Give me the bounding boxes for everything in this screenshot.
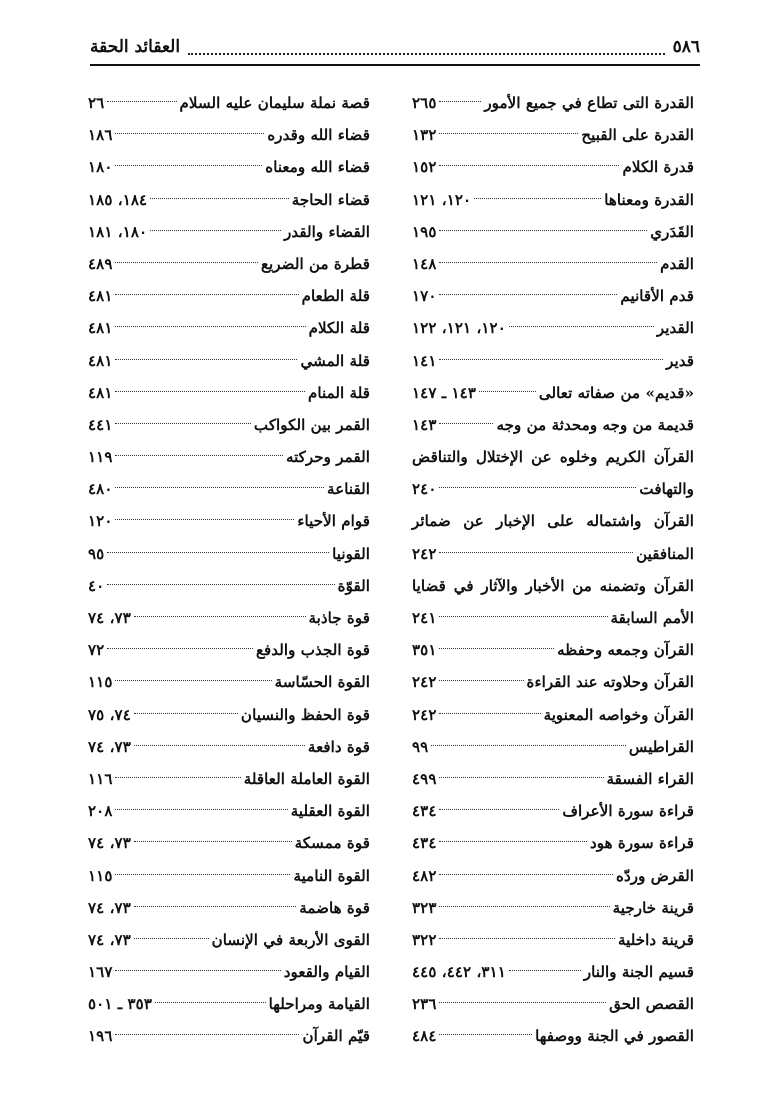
index-term: قلة المنام (308, 383, 370, 402)
index-entry (88, 216, 370, 248)
index-term: قرينة داخلية (617, 930, 694, 949)
index-entry (88, 956, 370, 988)
index-entry (412, 827, 694, 859)
leader-dots (115, 487, 324, 488)
leader-dots (107, 552, 329, 553)
index-entry (88, 988, 370, 1020)
leader-dots (439, 616, 607, 617)
leader-dots (115, 326, 305, 327)
index-entry (88, 377, 370, 409)
index-entry (88, 602, 370, 634)
index-entry (88, 184, 370, 216)
index-entry (88, 473, 370, 505)
leader-dots (439, 294, 617, 295)
index-term: قوة جاذبة (308, 609, 370, 627)
index-term: القراطيس (628, 737, 694, 756)
leader-dots (439, 487, 636, 488)
index-entry (412, 924, 694, 956)
index-term: قوة ممسكة (294, 834, 370, 853)
index-term: القدرة ومعناها (604, 190, 694, 209)
index-page-ref: ١٨٦ (88, 126, 113, 145)
index-page-ref: ١٢٠، ١٢١، ١٢٢ (412, 319, 506, 338)
index-page-ref: ٤٨١ (88, 351, 113, 370)
leader-dots (479, 391, 536, 392)
index-page-ref: ٧٣، ٧٤ (88, 834, 131, 853)
leader-dots (115, 359, 297, 360)
leader-dots (134, 841, 292, 842)
leader-dots (439, 938, 615, 939)
index-term: القرآن وخواصه المعنوية (543, 705, 694, 724)
index-term: القرآن وحلاوته عند القراءة (526, 673, 694, 692)
leader-dots (439, 1002, 606, 1003)
leader-dots (474, 198, 601, 199)
index-page-ref: ٧٣، ٧٤ (88, 930, 131, 949)
leader-dots (134, 745, 305, 746)
index-term: القصص الحق (609, 995, 694, 1014)
index-entry (412, 538, 694, 570)
page-number: ٥٨٦ (672, 37, 700, 57)
index-term: الأمم السابقة (610, 609, 694, 627)
index-entry (88, 892, 370, 924)
index-term: قدير (666, 351, 694, 370)
index-term: والتهافت (639, 480, 694, 499)
index-entry (88, 441, 370, 473)
index-term: القراء الفسقة (606, 769, 694, 788)
index-term: القونيا (332, 544, 370, 563)
leader-dots (155, 1002, 266, 1003)
index-page-ref: ٤٣٤ (412, 802, 437, 821)
index-page-ref: ١٨٤، ١٨٥ (88, 190, 148, 209)
leader-dots (115, 391, 305, 392)
index-term: القناعة (327, 480, 370, 499)
index-entry (88, 699, 370, 731)
index-page-ref: ١٤٣ ـ ١٤٧ (412, 383, 476, 402)
index-term: القوة العاملة العاقلة (243, 769, 370, 788)
index-term: قوام الأحياء (297, 512, 370, 531)
index-page-ref: ٢٤٢ (412, 673, 437, 692)
index-term: القدم (660, 254, 694, 273)
index-page-ref: ١٤١ (412, 351, 437, 370)
leader-dots (509, 970, 581, 971)
index-term: قوة دافعة (307, 737, 370, 756)
index-page-ref: ٤٨١ (88, 319, 113, 338)
index-entry (412, 666, 694, 698)
index-entry (412, 602, 694, 634)
index-entry (88, 763, 370, 795)
leader-dots (439, 809, 559, 810)
index-page-ref: ٧٣، ٧٤ (88, 609, 131, 627)
index-entry (412, 441, 694, 473)
index-term: «قديم» من صفاته تعالى (538, 383, 694, 402)
index-page-ref: ٣٥١ (412, 641, 437, 660)
index-term: قديمة من وجه ومحدثة من وجه (496, 415, 694, 434)
page-header (90, 32, 700, 62)
leader-dots (439, 874, 613, 875)
index-entry (412, 216, 694, 248)
index-entry (412, 505, 694, 537)
leader-dots (107, 101, 176, 102)
index-page-ref: ٤٤١ (88, 415, 113, 434)
leader-dots (509, 326, 654, 327)
index-term: القوى الأربعة في الإنسان (211, 930, 370, 949)
index-page-ref: ٢٤١ (412, 609, 437, 627)
index-entry (88, 731, 370, 763)
header-leader-dots (188, 39, 665, 55)
index-entry (88, 87, 370, 119)
index-entry (88, 119, 370, 151)
index-term: قضاء الله ومعناه (265, 158, 370, 177)
leader-dots (439, 906, 609, 907)
index-entry (88, 538, 370, 570)
index-entry (412, 151, 694, 183)
index-entry (412, 184, 694, 216)
index-page-ref: ٤٨٠ (88, 480, 113, 499)
index-page-ref: ٤٨٤ (412, 1027, 437, 1046)
index-page-ref: ٢٤٢ (412, 705, 437, 724)
index-entry (412, 860, 694, 892)
index-entry (412, 892, 694, 924)
index-page-ref: ٣١١، ٤٤٢، ٤٤٥ (412, 963, 506, 982)
leader-dots (115, 423, 250, 424)
index-page-ref: ١٨٠، ١٨١ (88, 222, 148, 241)
index-entry (412, 956, 694, 988)
index-term: القيامة ومراحلها (268, 995, 370, 1014)
leader-dots (107, 648, 253, 649)
index-entry (412, 473, 694, 505)
leader-dots (134, 906, 296, 907)
index-page-ref: ٤٠ (88, 576, 105, 595)
leader-dots (115, 777, 240, 778)
leader-dots (439, 680, 523, 681)
index-column-right (412, 87, 694, 1053)
index-entry (88, 151, 370, 183)
index-term: قوة الجذب والدفع (255, 641, 370, 660)
index-entry (88, 1020, 370, 1052)
index-entry (88, 860, 370, 892)
leader-dots (107, 584, 334, 585)
leader-dots (150, 230, 281, 231)
leader-dots (115, 262, 257, 263)
index-term: قراءة سورة الأعراف (562, 802, 694, 821)
leader-dots (115, 133, 264, 134)
index-term: القضاء والقدر (284, 222, 370, 241)
index-term: القرآن واشتماله على الإخبار عن ضمائر (412, 512, 694, 531)
index-entry (412, 763, 694, 795)
leader-dots (439, 359, 663, 360)
index-entry (88, 634, 370, 666)
index-entry (88, 248, 370, 280)
index-term: القصور في الجنة ووصفها (535, 1027, 694, 1046)
leader-dots (115, 1034, 299, 1035)
leader-dots (439, 133, 578, 134)
index-entry (88, 666, 370, 698)
leader-dots (439, 777, 603, 778)
index-page-ref: ٧٣، ٧٤ (88, 737, 131, 756)
leader-dots (439, 552, 633, 553)
index-page-ref: ١١٥ (88, 673, 113, 692)
index-page-ref: ٤٨١ (88, 383, 113, 402)
index-entry (88, 570, 370, 602)
leader-dots (439, 648, 554, 649)
index-term: قضاء الحاجة (291, 190, 370, 209)
leader-dots (439, 101, 481, 102)
index-column-left (88, 87, 370, 1053)
index-term: القيام والقعود (283, 963, 370, 982)
index-term: القوة النامية (293, 866, 370, 885)
leader-dots (439, 230, 647, 231)
index-entry (88, 409, 370, 441)
header-rule (90, 64, 700, 66)
index-entry (412, 87, 694, 119)
index-page-ref: ٩٥ (88, 544, 105, 563)
index-term: قيّم القرآن (302, 1027, 370, 1046)
index-entry (412, 248, 694, 280)
index-entry (412, 409, 694, 441)
index-term: القوّة (337, 576, 370, 595)
leader-dots (150, 198, 289, 199)
index-term: القرض وردّه (616, 866, 694, 885)
leader-dots (115, 874, 290, 875)
index-term: القدرة التى تطاع في جميع الأمور (484, 94, 694, 112)
index-page-ref: ٧٢ (88, 641, 105, 660)
index-page-ref: ١٧٠ (412, 287, 437, 306)
leader-dots (134, 713, 238, 714)
leader-dots (439, 262, 657, 263)
leader-dots (115, 970, 280, 971)
index-term: قلة المشي (300, 351, 370, 370)
index-term: القدرة على القبيح (581, 126, 694, 145)
leader-dots (115, 455, 282, 456)
index-term: القدير (656, 319, 694, 338)
index-page-ref: ٤٨٢ (412, 866, 437, 885)
leader-dots (115, 294, 298, 295)
index-page-ref: ٢٦ (88, 94, 105, 112)
index-term: القمر بين الكواكب (253, 415, 370, 434)
leader-dots (115, 519, 294, 520)
index-entry (412, 795, 694, 827)
index-entry (412, 570, 694, 602)
index-entry (412, 280, 694, 312)
index-term: قدم الأقانيم (620, 287, 694, 306)
index-page-ref: ١٢٠ (88, 512, 113, 531)
index-page-ref: ١١٦ (88, 769, 113, 788)
index-entry (88, 280, 370, 312)
index-term: قصة نملة سليمان عليه السلام (179, 94, 370, 112)
index-page-ref: ٧٣، ٧٤ (88, 898, 131, 917)
index-page-ref: ١٦٧ (88, 963, 113, 982)
index-page-ref: ٩٩ (412, 737, 429, 756)
index-entry (412, 312, 694, 344)
index-page-ref: ١٤٣ (412, 415, 437, 434)
index-page-ref: ٢٦٥ (412, 94, 437, 112)
leader-dots (134, 938, 209, 939)
index-page-ref: ٢٤٠ (412, 480, 437, 499)
leader-dots (439, 1034, 532, 1035)
index-entry (412, 345, 694, 377)
index-page-ref: ١٨٠ (88, 158, 113, 177)
index-page-ref: ٤٨٩ (88, 254, 113, 273)
index-entry (88, 827, 370, 859)
index-term: القرآن وجمعه وحفظه (557, 641, 694, 660)
index-page-ref: ١٢٠، ١٢١ (412, 190, 472, 209)
index-page-ref: ٢٤٢ (412, 544, 437, 563)
book-title: العقائد الحقة (90, 37, 181, 57)
index-entry (88, 505, 370, 537)
index-term: القمر وحركته (285, 448, 370, 467)
index-page-ref: ٣٢٣ (412, 898, 437, 917)
index-entry (88, 795, 370, 827)
leader-dots (115, 165, 262, 166)
index-term: قدرة الكلام (622, 158, 694, 177)
index-page-ref: ٢٣٦ (412, 995, 437, 1014)
index-page-ref: ٤٣٤ (412, 834, 437, 853)
leader-dots (431, 745, 626, 746)
index-page-ref: ٤٩٩ (412, 769, 437, 788)
index-term: قضاء الله وقدره (267, 126, 370, 145)
index-term: قطرة من الضريع (260, 254, 370, 273)
index-entry (412, 1020, 694, 1052)
index-page-ref: ١٤٨ (412, 254, 437, 273)
index-entry (412, 699, 694, 731)
index-term: قرينة خارجية (612, 898, 694, 917)
index-entry (412, 634, 694, 666)
index-page-ref: ٧٤، ٧٥ (88, 705, 131, 724)
index-term: المنافقين (636, 544, 694, 563)
index-page-ref: ٢٠٨ (88, 802, 113, 821)
index-page-ref: ١١٩ (88, 448, 113, 467)
index-page-ref: ١١٥ (88, 866, 113, 885)
index-term: القوة الحسّاسة (274, 673, 370, 692)
index-entry (88, 345, 370, 377)
index-entry (412, 988, 694, 1020)
index-term: قراءة سورة هود (589, 834, 694, 853)
index-term: قلة الطعام (301, 287, 370, 306)
leader-dots (115, 809, 287, 810)
index-term: قلة الكلام (308, 319, 370, 338)
index-page-ref: ١٣٢ (412, 126, 437, 145)
index-term: القرآن الكريم وخلوه عن الإختلال والتناقض (412, 448, 694, 467)
index-entry (412, 119, 694, 151)
leader-dots (115, 680, 271, 681)
index-page-ref: ٤٨١ (88, 287, 113, 306)
index-page-ref: ٣٥٣ ـ ٥٠١ (88, 995, 152, 1014)
index-term: قسيم الجنة والنار (583, 963, 694, 982)
index-term: قوة هاضمة (299, 898, 370, 917)
index-entry (88, 924, 370, 956)
index-page-ref: ١٥٢ (412, 158, 437, 177)
index-entry (412, 731, 694, 763)
index-page-ref: ٣٢٢ (412, 930, 437, 949)
index-page-ref: ١٩٦ (88, 1027, 113, 1046)
index-term: القرآن وتضمنه من الأخبار والآثار في قضايا (412, 576, 694, 595)
index-entry (412, 377, 694, 409)
leader-dots (439, 713, 540, 714)
leader-dots (439, 423, 493, 424)
index-term: القَدَري (650, 222, 694, 241)
index-term: قوة الحفظ والنسيان (240, 705, 370, 724)
index-page-ref: ١٩٥ (412, 222, 437, 241)
leader-dots (439, 165, 619, 166)
index-term: القوة العقلية (290, 802, 370, 821)
leader-dots (439, 841, 587, 842)
leader-dots (134, 616, 306, 617)
index-entry (88, 312, 370, 344)
